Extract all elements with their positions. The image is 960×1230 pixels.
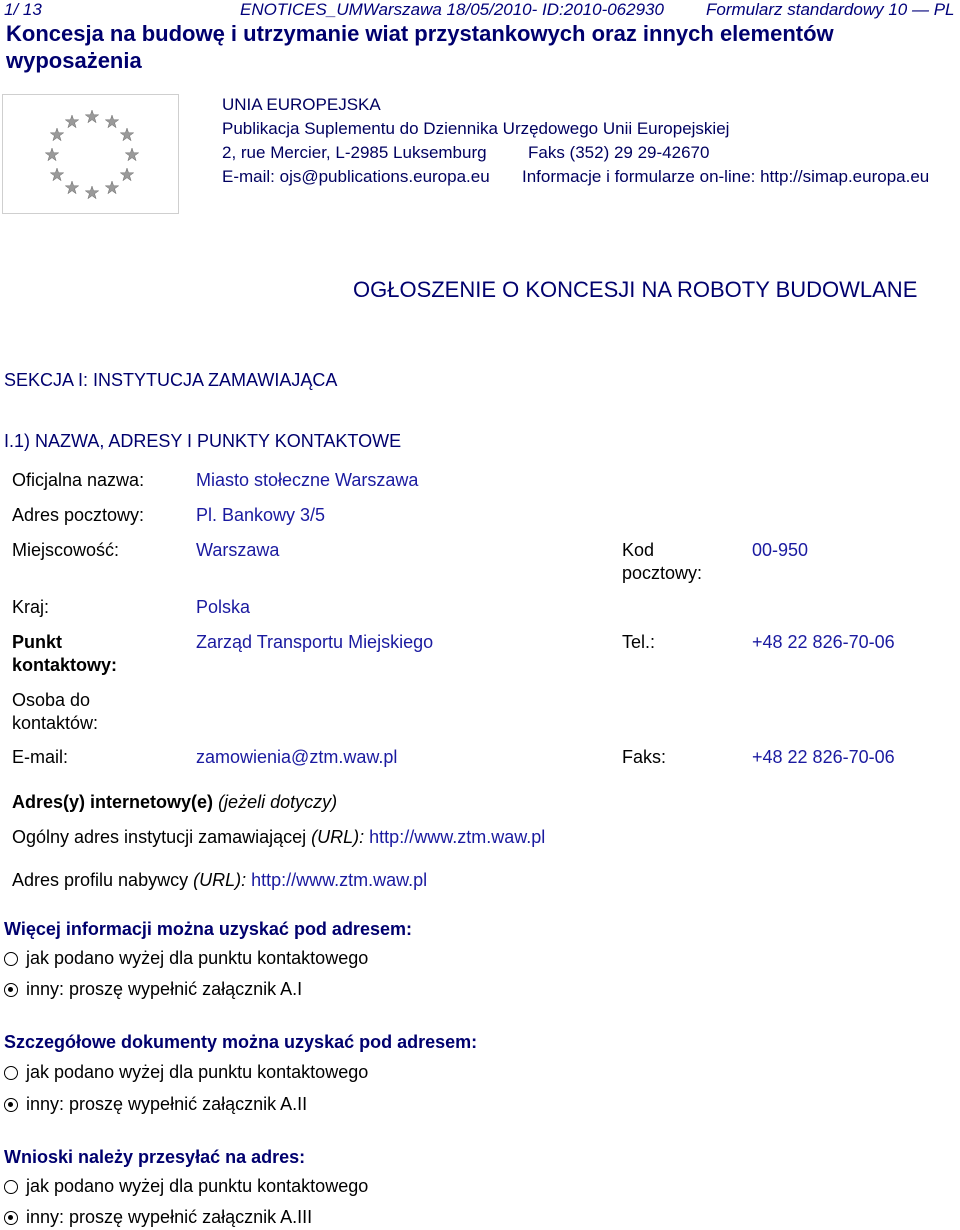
applications-option-1-label: jak podano wyżej dla punktu kontaktowego [26, 1176, 369, 1196]
buyer-profile-row [12, 870, 427, 891]
buyer-profile-label: Adres profilu nabywcy [12, 870, 189, 890]
radio-selected-icon[interactable] [4, 1098, 18, 1112]
radio-selected-icon[interactable] [4, 1211, 18, 1225]
applications-option-2[interactable] [4, 1207, 312, 1228]
contact-point-value: Zarząd Transportu Miejskiego [196, 632, 434, 652]
fax-label: Faks: [622, 747, 667, 767]
fax-value: +48 22 826-70-06 [752, 747, 895, 767]
publisher-info: Informacje i formularze on-line: http://simap.europa.eu [522, 167, 930, 186]
general-address-row [12, 827, 545, 848]
document-id: ENOTICES_UMWarszawa 18/05/2010- ID:2010-062930 [240, 0, 664, 19]
publisher-fax: Faks (352) 29 29-42670 [528, 143, 710, 162]
contact-point-label-2: kontaktowy: [12, 655, 118, 675]
postcode-label-1: Kod [622, 540, 655, 560]
email-value[interactable]: zamowienia@ztm.waw.pl [196, 747, 398, 767]
publisher-org: UNIA EUROPEJSKA [222, 95, 381, 114]
notice-type-heading: OGŁOSZENIE O KONCESJI NA ROBOTY BUDOWLANE [353, 277, 918, 302]
documents-option-2-label: inny: proszę wypełnić załącznik A.II [26, 1094, 308, 1114]
country-label: Kraj: [12, 597, 50, 617]
applications-option-2-label: inny: proszę wypełnić załącznik A.III [26, 1207, 313, 1227]
town-label: Miejscowość: [12, 540, 120, 560]
buyer-profile-url-link[interactable]: http://www.ztm.waw.pl [251, 870, 428, 890]
contact-person-label-1: Osoba do [12, 690, 91, 710]
radio-selected-icon[interactable] [4, 983, 18, 997]
official-name-value: Miasto stołeczne Warszawa [196, 470, 419, 490]
radio-unselected-icon[interactable] [4, 1180, 18, 1194]
radio-unselected-icon[interactable] [4, 1066, 18, 1080]
tel-label: Tel.: [622, 632, 656, 652]
general-address-label: Ogólny adres instytucji zamawiającej [12, 827, 307, 847]
more-info-option-2-label: inny: proszę wypełnić załącznik A.I [26, 979, 303, 999]
documents-option-1[interactable] [4, 1062, 368, 1083]
general-url-link[interactable]: http://www.ztm.waw.pl [369, 827, 546, 847]
postal-address-label: Adres pocztowy: [12, 505, 145, 525]
section-heading: SEKCJA I: INSTYTUCJA ZAMAWIAJĄCA [4, 370, 338, 390]
eu-flag-logo [2, 94, 179, 214]
eu-stars-icon [3, 95, 178, 213]
more-info-heading: Więcej informacji można uzyskać pod adresem: [4, 919, 412, 939]
form-label: Formularz standardowy 10 — PL [706, 0, 955, 19]
publisher-publication: Publikacja Suplementu do Dziennika Urzędowego Unii Europejskiej [222, 119, 730, 138]
official-name-label: Oficjalna nazwa: [12, 470, 145, 490]
internet-heading-bold: Adres(y) internetowy(e) [12, 792, 214, 812]
postcode-label-2: pocztowy: [622, 563, 703, 583]
internet-heading [12, 792, 337, 813]
contact-point-label-1: Punkt [12, 632, 63, 652]
more-info-option-1-label: jak podano wyżej dla punktu kontaktowego [26, 948, 369, 968]
page-number: 1/ 13 [4, 0, 42, 19]
notice-title-line1: Koncesja na budowę i utrzymanie wiat przystankowych oraz innych elementów [6, 21, 834, 46]
applications-option-1[interactable] [4, 1176, 368, 1197]
more-info-option-2[interactable] [4, 979, 302, 1000]
internet-heading-italic: (jeżeli dotyczy) [218, 792, 338, 812]
documents-option-1-label: jak podano wyżej dla punktu kontaktowego [26, 1062, 369, 1082]
email-label: E-mail: [12, 747, 69, 767]
documents-option-2[interactable] [4, 1094, 307, 1115]
more-info-option-1[interactable] [4, 948, 368, 969]
radio-unselected-icon[interactable] [4, 952, 18, 966]
town-value: Warszawa [196, 540, 280, 560]
contact-person-label-2: kontaktów: [12, 713, 99, 733]
buyer-profile-url-label: (URL): [193, 870, 247, 890]
subsection-heading: I.1) NAZWA, ADRESY I PUNKTY KONTAKTOWE [4, 431, 402, 451]
publisher-address: 2, rue Mercier, L-2985 Luksemburg [222, 143, 487, 162]
country-value: Polska [196, 597, 251, 617]
postal-address-value: Pl. Bankowy 3/5 [196, 505, 326, 525]
postcode-value: 00-950 [752, 540, 809, 560]
documents-heading: Szczegółowe dokumenty można uzyskać pod adresem: [4, 1032, 478, 1052]
publisher-email: E-mail: ojs@publications.europa.eu [222, 167, 490, 186]
applications-heading: Wnioski należy przesyłać na adres: [4, 1147, 306, 1167]
tel-value: +48 22 826-70-06 [752, 632, 895, 652]
general-url-label: (URL): [311, 827, 365, 847]
notice-title-line2: wyposażenia [6, 48, 142, 73]
